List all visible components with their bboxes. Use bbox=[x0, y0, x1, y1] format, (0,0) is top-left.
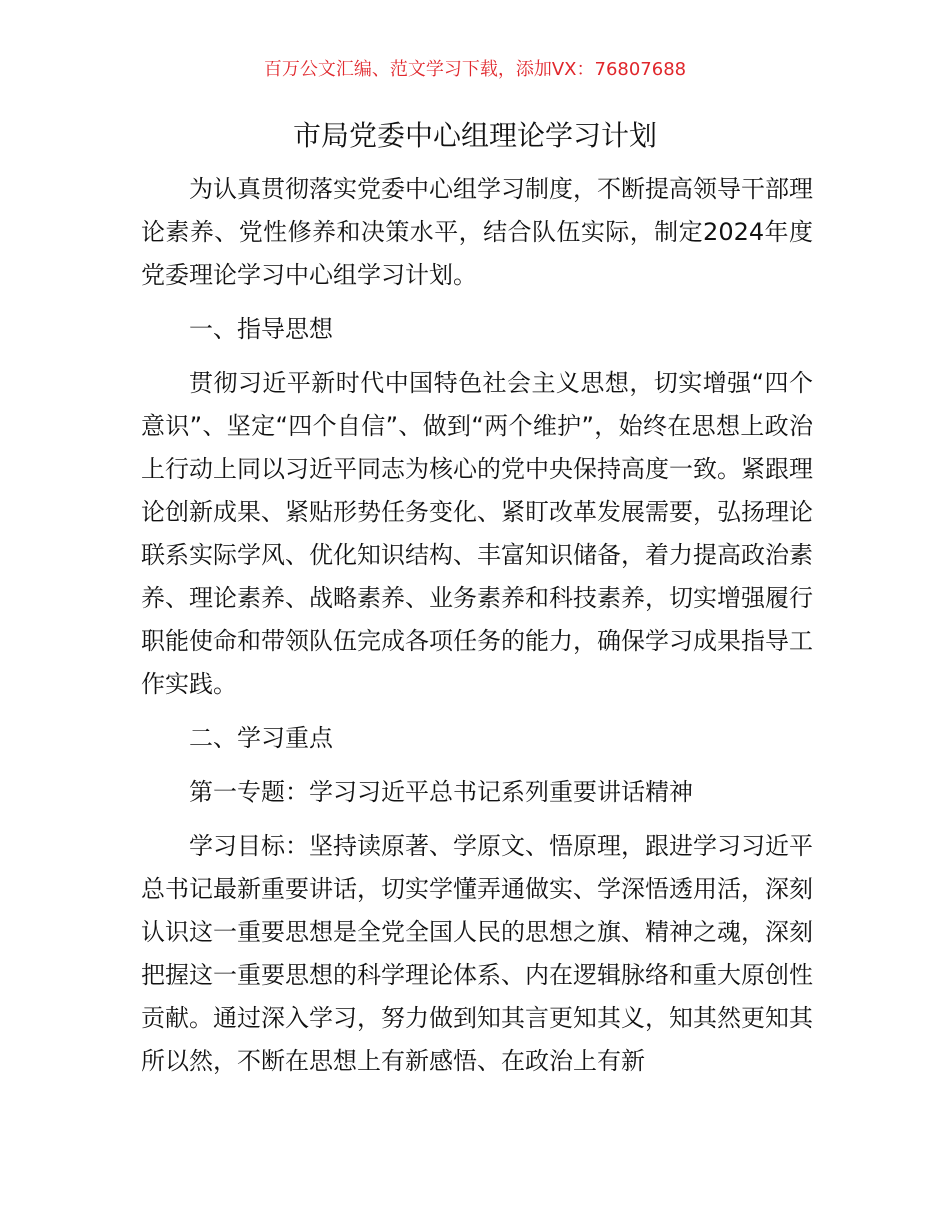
watermark-header: 百万公文汇编、范文学习下载，添加VX：76807688 bbox=[263, 59, 687, 80]
topic-heading-1: 第一专题：学习习近平总书记系列重要讲话精神 bbox=[189, 778, 693, 806]
section-heading-1: 一、指导思想 bbox=[189, 315, 333, 343]
guiding-thought-paragraph: 贯彻习近平新时代中国特色社会主义思想，切实增强“四个意识”、坚定“四个自信”、做到“两个维护”，始终在思想上政治上行动上同以习近平同志为核心的党中央保持高度一致。紧跟理论创新成果、紧贴形势任务变化、紧盯改革发展需要，弘扬理论联系实际学风、优化知识结构、丰富知识储备，着力提高政治素养、理论素养、战略素养、业务素养和科技素养，切实增强履行职能使命和带领队伍完成各项任务的能力，确保学习成果指导工作实践。 bbox=[141, 369, 813, 698]
document-title: 市局党委中心组理论学习计划 bbox=[292, 119, 657, 152]
study-goal-paragraph: 学习目标：坚持读原著、学原文、悟原理，跟进学习习近平总书记最新重要讲话，切实学懂弄通做实、学深悟透用活，深刻认识这一重要思想是全党全国人民的思想之旗、精神之魂，深刻把握这一重要思想的科学理论体系、内在逻辑脉络和重大原创性贡献。通过深入学习，努力做到知其言更知其义，知其然更知其所以然，不断在思想上有新感悟、在政治上有新 bbox=[141, 832, 813, 1075]
document-body bbox=[141, 168, 813, 1083]
intro-paragraph: 为认真贯彻落实党委中心组学习制度，不断提高领导干部理论素养、党性修养和决策水平，结合队伍实际，制定2024年度党委理论学习中心组学习计划。 bbox=[141, 175, 813, 289]
section-heading-2: 二、学习重点 bbox=[189, 724, 333, 752]
